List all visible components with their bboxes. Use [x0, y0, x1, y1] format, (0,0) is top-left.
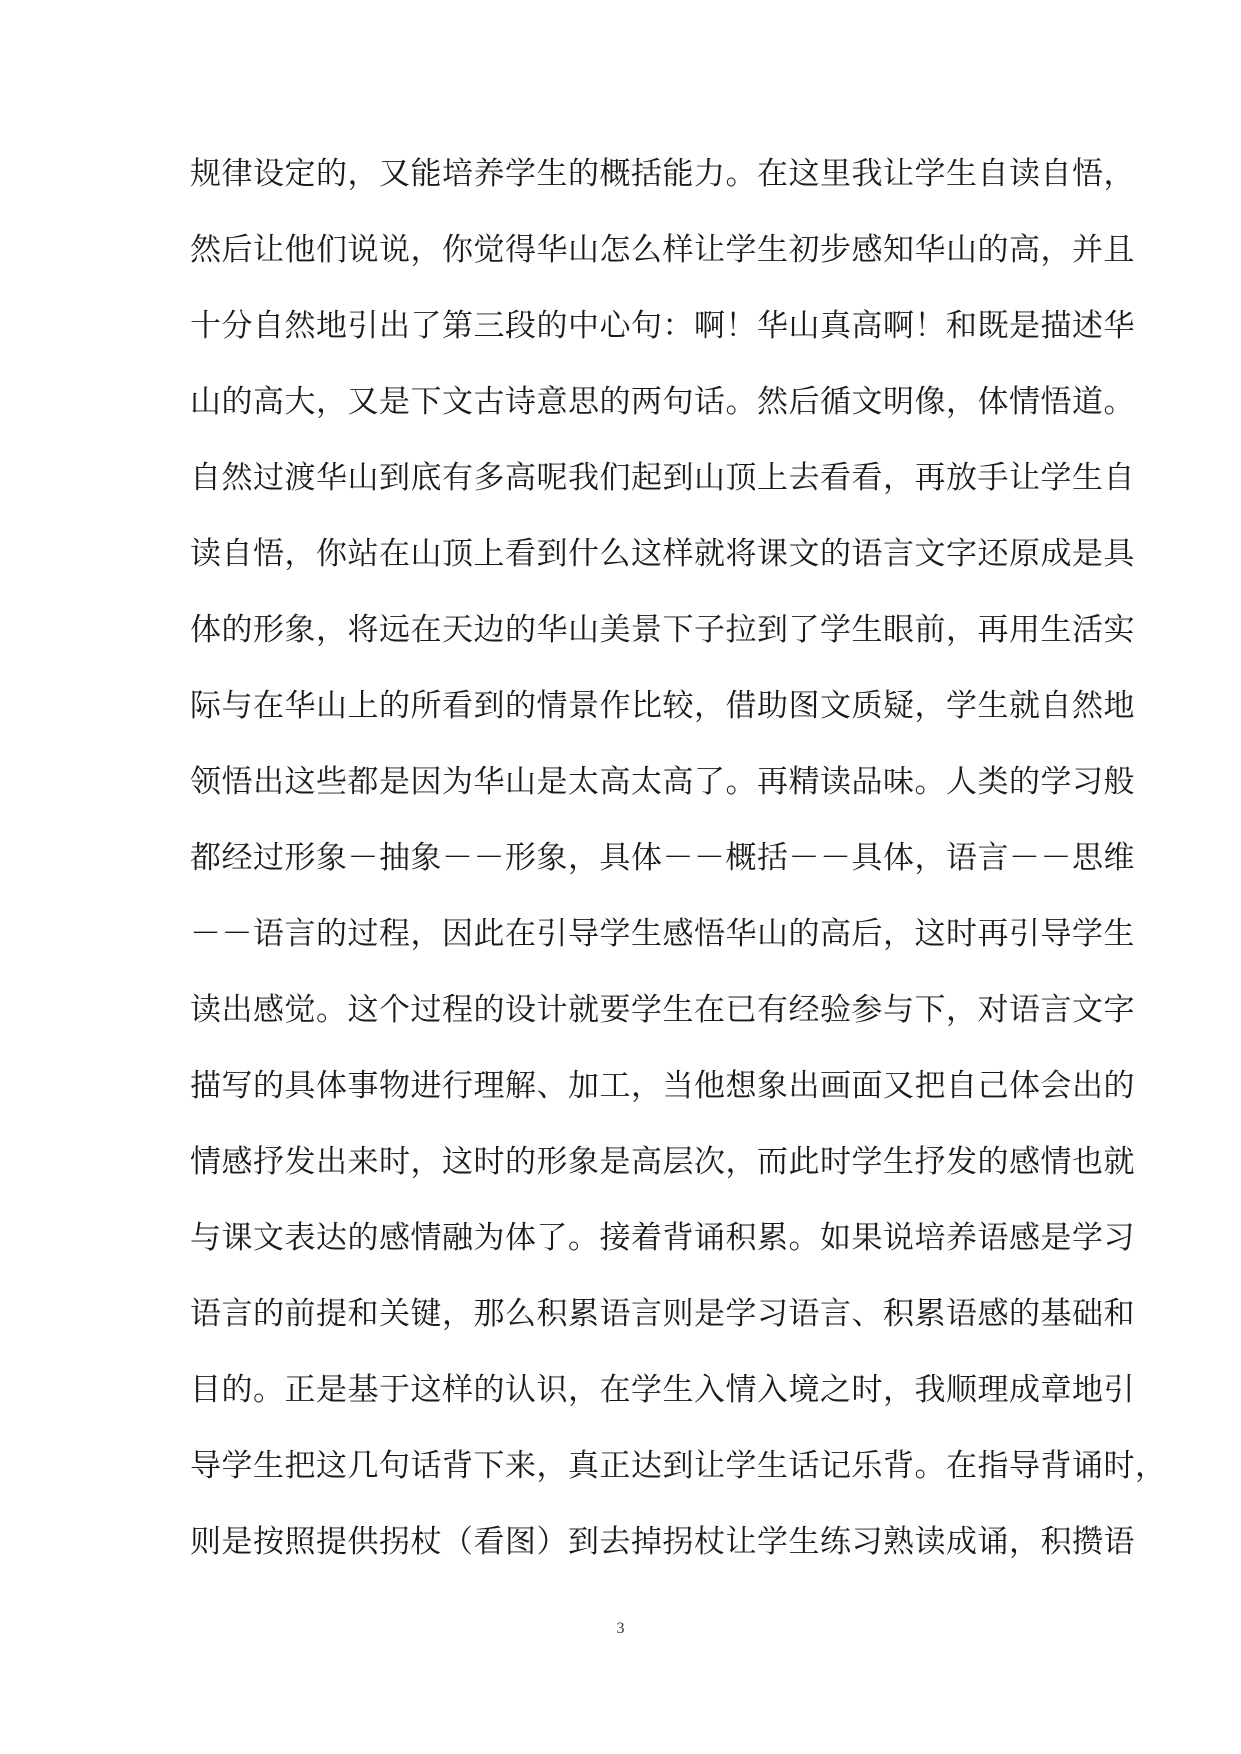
page-number: 3	[616, 1620, 625, 1637]
text-line: 情感抒发出来时，这时的形象是高层次，而此时学生抒发的感情也就	[190, 1144, 1135, 1180]
body-text	[190, 136, 1167, 1580]
text-line: 都经过形象－抽象－－形象，具体－－概括－－具体，语言－－思维	[190, 840, 1135, 876]
text-line: 际与在华山上的所看到的情景作比较，借助图文质疑，学生就自然地	[190, 688, 1135, 724]
text-line: 领悟出这些都是因为华山是太高太高了。再精读品味。人类的学习般	[190, 764, 1135, 800]
text-line: 与课文表达的感情融为体了。接着背诵积累。如果说培养语感是学习	[190, 1220, 1135, 1256]
text-line: 规律设定的，又能培养学生的概括能力。在这里我让学生自读自悟，	[190, 156, 1135, 192]
text-line: 读自悟，你站在山顶上看到什么这样就将课文的语言文字还原成是具	[190, 536, 1135, 572]
text-line: 描写的具体事物进行理解、加工，当他想象出画面又把自己体会出的	[190, 1068, 1135, 1104]
text-line: 则是按照提供拐杖（看图）到去掉拐杖让学生练习熟读成诵，积攒语	[190, 1524, 1135, 1560]
text-line: 山的高大，又是下文古诗意思的两句话。然后循文明像，体情悟道。	[190, 384, 1135, 420]
text-line: 体的形象，将远在天边的华山美景下子拉到了学生眼前，再用生活实	[190, 612, 1135, 648]
text-line: 自然过渡华山到底有多高呢我们起到山顶上去看看，再放手让学生自	[190, 460, 1135, 496]
text-line: 目的。正是基于这样的认识，在学生入情入境之时，我顺理成章地引	[190, 1372, 1135, 1408]
text-line: 语言的前提和关键，那么积累语言则是学习语言、积累语感的基础和	[190, 1296, 1135, 1332]
text-line: －－语言的过程，因此在引导学生感悟华山的高后，这时再引导学生	[190, 916, 1135, 952]
text-line: 导学生把这几句话背下来，真正达到让学生话记乐背。在指导背诵时，	[190, 1448, 1167, 1484]
text-line: 十分自然地引出了第三段的中心句：啊！华山真高啊！和既是描述华	[190, 308, 1135, 344]
text-line: 读出感觉。这个过程的设计就要学生在已有经验参与下，对语言文字	[190, 992, 1135, 1028]
text-line: 然后让他们说说，你觉得华山怎么样让学生初步感知华山的高，并且	[190, 232, 1135, 268]
